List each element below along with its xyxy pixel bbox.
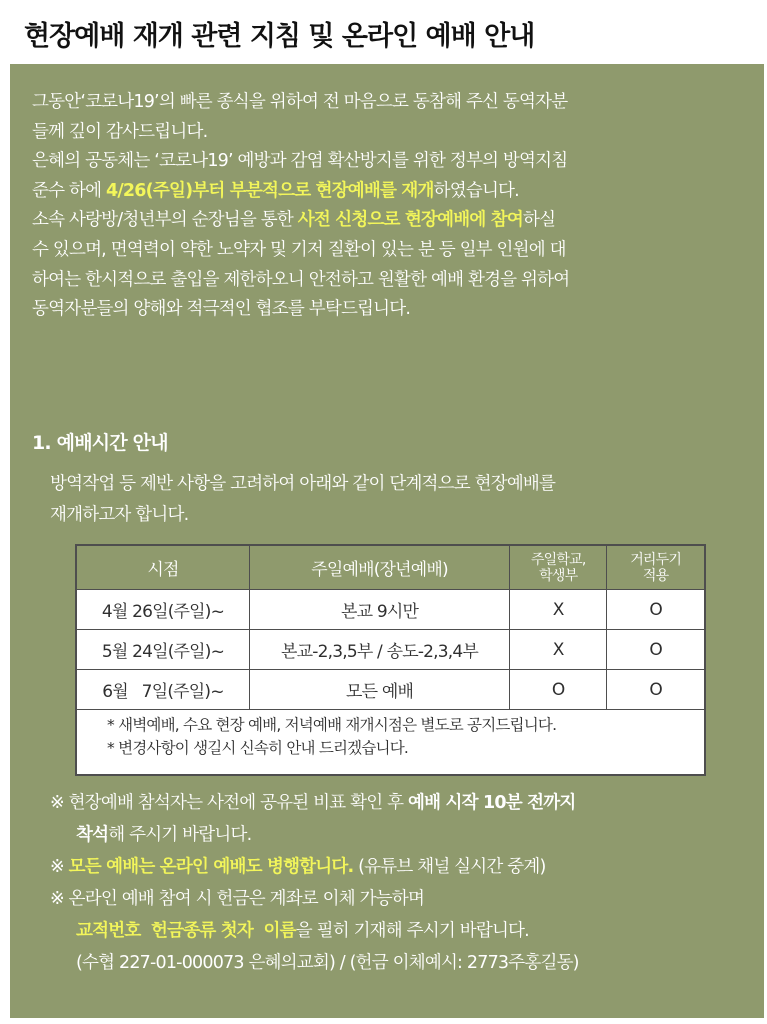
footer-highlight: 교적번호 헌금종류 첫자 이름 xyxy=(76,921,296,941)
footer-highlight: 모든 예배는 온라인 예배도 병행합니다. xyxy=(68,857,354,877)
header-distance xyxy=(607,546,704,590)
intro-line: 그동안‘코로나19’의 빠른 종식을 위하여 전 마음으로 동참해 주신 동역자분 xyxy=(32,92,568,112)
footer-line xyxy=(50,819,750,851)
table-row xyxy=(77,590,704,630)
intro-highlight: 사전 신청으로 현장예배에 참여 xyxy=(297,210,523,231)
footer-line: ※ 온라인 예배 참여 시 헌금은 계좌로 이체 가능하며 xyxy=(50,889,425,909)
table-note: * 새벽예배, 수요 현장 예배, 저녁예배 재개시점은 별도로 공지드립니다. xyxy=(107,716,557,734)
footer-text: 을 필히 기재해 주시기 바랍니다. xyxy=(295,921,529,941)
footer-bold: 예배 시작 10분 전까지 xyxy=(407,793,576,813)
intro-line: 동역자분들의 양해와 적극적인 협조를 부탁드립니다. xyxy=(32,299,411,320)
cell-service: 본교-2,3,5부 / 송도-2,3,4부 xyxy=(249,630,509,670)
header-distance-line: 적용 xyxy=(642,567,669,584)
footer-line: (수협 227-01-000073 은혜의교회) / (헌금 이체예시: 2773주홍길동) xyxy=(76,953,579,973)
intro-text: 소속 사랑방/청년부의 순장님을 통한 xyxy=(32,210,298,231)
footer-line xyxy=(50,851,750,883)
table-header-row xyxy=(77,546,704,590)
intro-highlight: 4/26(주일)부터 부분적으로 현장예배를 재개 xyxy=(105,180,434,201)
section-desc-line: 재개하고자 합니다. xyxy=(50,505,189,525)
header-school xyxy=(510,546,607,590)
intro-line xyxy=(32,206,748,236)
cell-service: 본교 9시만 xyxy=(249,590,509,630)
intro-line: 수 있으며, 면역력이 약한 노약자 및 기저 질환이 있는 분 등 일부 인원에 대 xyxy=(32,239,566,260)
footer-line xyxy=(50,787,750,819)
footer-notes xyxy=(50,787,750,979)
table-row xyxy=(77,630,704,670)
title-bar xyxy=(0,0,767,64)
header-distance-line: 거리두기 xyxy=(630,551,682,568)
cell-distance: O xyxy=(607,590,704,630)
cell-when: 5월 24일(주일)~ xyxy=(77,630,249,670)
cell-service: 모든 예배 xyxy=(249,670,509,710)
intro-line xyxy=(32,177,748,207)
cell-distance: O xyxy=(607,630,704,670)
cell-school: O xyxy=(510,670,607,710)
footer-bold: 착석 xyxy=(76,825,109,845)
cell-school: X xyxy=(510,630,607,670)
schedule-table xyxy=(75,544,706,776)
header-school-line: 주일학교, xyxy=(530,551,586,568)
header-service: 주일예배(장년예배) xyxy=(249,546,509,590)
intro-line: 은혜의 공동체는 ‘코로나19’ 예방과 감염 확산방지를 위한 정부의 방역지침 xyxy=(32,151,568,172)
intro-line: 들께 깊이 감사드립니다. xyxy=(32,121,208,142)
intro-paragraph xyxy=(32,88,748,325)
section-description xyxy=(50,469,750,531)
footer-text: ※ 현장예배 참석자는 사전에 공유된 비표 확인 후 xyxy=(50,793,408,813)
cell-when: 6월 7일(주일)~ xyxy=(77,670,249,710)
footer-text: 해 주시기 바랍니다. xyxy=(108,825,252,845)
table-notes xyxy=(77,710,704,760)
intro-text: 하실 xyxy=(522,210,556,231)
reference-mark: ※ xyxy=(50,857,69,877)
cell-school: X xyxy=(510,590,607,630)
footer-line xyxy=(50,915,750,947)
table-note: * 변경사항이 생길시 신속히 안내 드리겠습니다. xyxy=(107,739,409,757)
notice-panel xyxy=(10,64,764,1018)
header-when: 시점 xyxy=(77,546,249,590)
section-desc-line: 방역작업 등 제반 사항을 고려하여 아래와 같이 단계적으로 현장예배를 xyxy=(50,474,556,494)
table-row xyxy=(77,670,704,710)
footer-text: (유튜브 채널 실시간 중계) xyxy=(353,857,546,877)
page-title: 현장예배 재개 관련 지침 및 온라인 예배 안내 xyxy=(24,21,535,52)
cell-when: 4월 26일(주일)~ xyxy=(77,590,249,630)
intro-line: 하여는 한시적으로 출입을 제한하오니 안전하고 원활한 예배 환경을 위하여 xyxy=(32,269,570,290)
intro-text: 준수 하에 xyxy=(32,180,106,201)
section-title: 1. 예배시간 안내 xyxy=(32,432,168,454)
intro-text: 하였습니다. xyxy=(433,180,519,201)
cell-distance: O xyxy=(607,670,704,710)
header-school-line: 학생부 xyxy=(539,567,578,584)
